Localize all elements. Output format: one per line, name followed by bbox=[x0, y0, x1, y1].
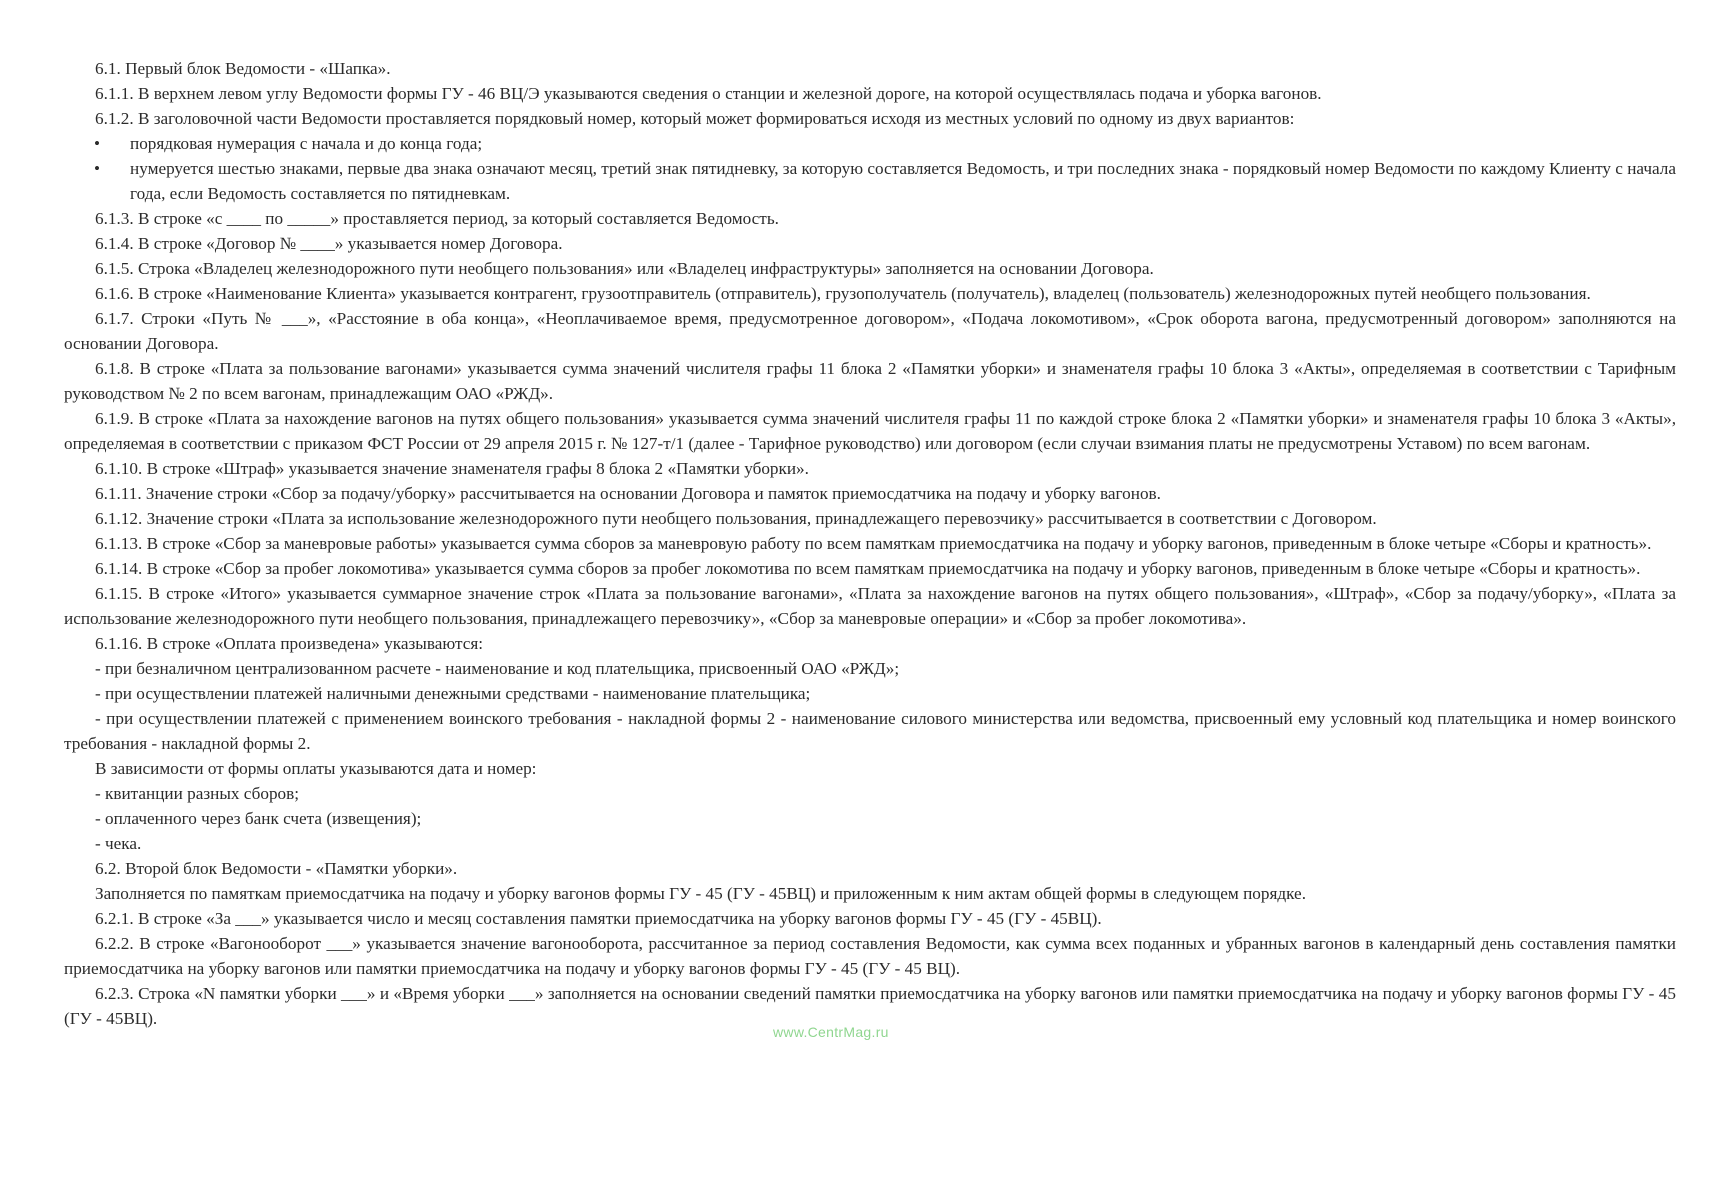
list-item: • порядковая нумерация с начала и до конца года; bbox=[64, 131, 1676, 156]
numbering-variants-list bbox=[64, 131, 1676, 206]
payment-item-cash: - при осуществлении платежей наличными денежными средствами - наименование плательщика; bbox=[95, 684, 811, 703]
paragraph-6-2-2: 6.2.2. В строке «Вагонооборот ___» указывается значение вагонооборота, рассчитанное за период составления Ведомости, как сумма всех поданных и убранных вагонов в календарный день составления памятки приемосдатчика на уборку вагонов или памятки приемосдатчика на подачу и уборку вагонов формы ГУ - 45 (ГУ - 45 ВЦ). bbox=[64, 934, 1676, 978]
watermark: www.CentrMag.ru bbox=[773, 1024, 889, 1040]
paragraph-6-1-3: 6.1.3. В строке «с ____ по _____» проставляется период, за который составляется Ведомость. bbox=[95, 209, 779, 228]
list-item: • нумеруется шестью знаками, первые два знака означают месяц, третий знак пятидневку, за которую составляется Ведомость, и три последних знака - порядковый номер Ведомости по каждому Клиенту с начала года, если Ведомость составляется по пятидневкам. bbox=[64, 156, 1676, 206]
paragraph-6-1-5: 6.1.5. Строка «Владелец железнодорожного пути необщего пользования» или «Владелец инфраструктуры» заполняется на основании Договора. bbox=[95, 259, 1154, 278]
paragraph-6-1-7: 6.1.7. Строки «Путь № ___», «Расстояние в оба конца», «Неоплачиваемое время, предусмотренное договором», «Подача локомотивом», «Срок оборота вагона, предусмотренный договором» заполняются на основании Договора. bbox=[64, 309, 1676, 353]
paragraph-6-1-9: 6.1.9. В строке «Плата за нахождение вагонов на путях общего пользования» указывается сумма значений числителя графы 11 по каждой строке блока 2 «Памятки уборки» и знаменателя графы 10 блока 3 «Акты», определяемая в соответствии с приказом ФСТ России от 29 апреля 2015 г. № 127-т/1 (далее - Тарифное руководство) или договором (если случаи взимания платы не предусмотрены Уставом) по всем вагонам. bbox=[64, 409, 1676, 453]
section-heading-6-2: 6.2. Второй блок Ведомости - «Памятки уборки». bbox=[95, 859, 458, 878]
paragraph-6-1-6: 6.1.6. В строке «Наименование Клиента» указывается контрагент, грузоотправитель (отправитель), грузополучатель (получатель), владелец (пользователь) железнодорожных путей необщего пользования. bbox=[95, 284, 1591, 303]
payment-doc-bank-invoice: - оплаченного через банк счета (извещения); bbox=[95, 809, 422, 828]
paragraph-6-2-3: 6.2.3. Строка «N памятки уборки ___» и «Время уборки ___» заполняется на основании сведений памятки приемосдатчика на уборку вагонов или памятки приемосдатчика на подачу и уборку вагонов формы ГУ - 45 (ГУ - 45ВЦ). bbox=[64, 984, 1676, 1028]
section-heading-6-1: 6.1. Первый блок Ведомости - «Шапка». bbox=[95, 59, 391, 78]
paragraph-6-1-15: 6.1.15. В строке «Итого» указывается суммарное значение строк «Плата за пользование вагонами», «Плата за нахождение вагонов на путях общего пользования», «Штраф», «Сбор за подачу/уборку», «Плата за использование железнодорожного пути необщего пользования, принадлежащего перевозчику», «Сбор за маневровые операции» и «Сбор за пробег локомотива». bbox=[64, 584, 1676, 628]
paragraph-6-1-13: 6.1.13. В строке «Сбор за маневровые работы» указывается сумма сборов за маневровую работу по всем памяткам приемосдатчика на подачу и уборку вагонов, приведенным в блоке четыре «Сборы и кратность». bbox=[95, 534, 1652, 553]
paragraph-6-1-1: 6.1.1. В верхнем левом углу Ведомости формы ГУ - 46 ВЦ/Э указываются сведения о станции и железной дороге, на которой осуществлялась подача и уборка вагонов. bbox=[95, 84, 1322, 103]
paragraph-6-1-8: 6.1.8. В строке «Плата за пользование вагонами» указывается сумма значений числителя графы 11 блока 2 «Памятки уборки» и знаменателя графы 10 блока 3 «Акты», определяемая в соответствии с Тарифным руководством № 2 по всем вагонам, принадлежащим ОАО «РЖД». bbox=[64, 359, 1676, 403]
paragraph-6-1-14: 6.1.14. В строке «Сбор за пробег локомотива» указывается сумма сборов за пробег локомотива по всем памяткам приемосдатчика на подачу и уборку вагонов, приведенным в блоке четыре «Сборы и кратность». bbox=[95, 559, 1641, 578]
payment-doc-receipt: - квитанции разных сборов; bbox=[95, 784, 300, 803]
payment-item-military: - при осуществлении платежей с применением воинского требования - накладной формы 2 - наименование силового министерства или ведомства, присвоенный ему условный код плательщика и номер воинского требования - накладной формы 2. bbox=[64, 709, 1676, 753]
paragraph-6-2-intro: Заполняется по памяткам приемосдатчика на подачу и уборку вагонов формы ГУ - 45 (ГУ - 45ВЦ) и приложенным к ним актам общей формы в следующем порядке. bbox=[95, 884, 1306, 903]
paragraph-6-1-2: 6.1.2. В заголовочной части Ведомости проставляется порядковый номер, который может формироваться исходя из местных условий по одному из двух вариантов: bbox=[95, 109, 1295, 128]
paragraph-6-1-12: 6.1.12. Значение строки «Плата за использование железнодорожного пути необщего пользования, принадлежащего перевозчику» рассчитывается в соответствии с Договором. bbox=[95, 509, 1377, 528]
paragraph-payment-form: В зависимости от формы оплаты указываются дата и номер: bbox=[95, 759, 537, 778]
payment-doc-check: - чека. bbox=[95, 834, 142, 853]
document-body bbox=[64, 56, 1676, 1031]
payment-item-cashless: - при безналичном централизованном расчете - наименование и код плательщика, присвоенный ОАО «РЖД»; bbox=[95, 659, 900, 678]
paragraph-6-1-16: 6.1.16. В строке «Оплата произведена» указываются: bbox=[95, 634, 484, 653]
paragraph-6-1-4: 6.1.4. В строке «Договор № ____» указывается номер Договора. bbox=[95, 234, 563, 253]
paragraph-6-2-1: 6.2.1. В строке «За ___» указывается число и месяц составления памятки приемосдатчика на уборку вагонов формы ГУ - 45 (ГУ - 45ВЦ). bbox=[95, 909, 1102, 928]
paragraph-6-1-11: 6.1.11. Значение строки «Сбор за подачу/уборку» рассчитывается на основании Договора и памяток приемосдатчика на подачу и уборку вагонов. bbox=[95, 484, 1161, 503]
paragraph-6-1-10: 6.1.10. В строке «Штраф» указывается значение знаменателя графы 8 блока 2 «Памятки уборки». bbox=[95, 459, 809, 478]
